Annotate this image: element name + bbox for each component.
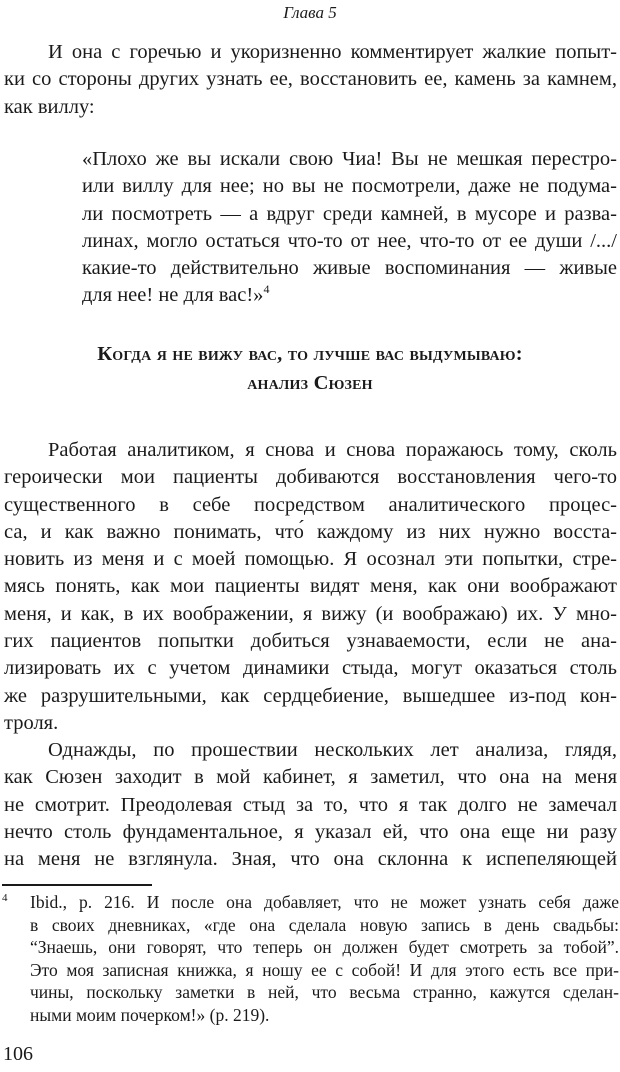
text-line: са, и как важно понимать, что́ каждому из них нужно восста- xyxy=(4,520,617,543)
footnote-body xyxy=(30,891,619,1026)
text-line: троля. xyxy=(4,711,59,734)
text-line: существенного в себе посредством аналитического процес- xyxy=(4,493,617,516)
section-heading-line-1: Когда я не вижу вас, то лучше вас выдумываю: xyxy=(97,343,523,365)
text-line: новить из меня и с моей помощью. Я осознал эти попытки, стре- xyxy=(4,548,617,571)
text-line: Однажды, по прошествии нескольких лет анализа, глядя, xyxy=(48,739,617,761)
quote-line: какие-то действительно живые воспоминания — живые xyxy=(82,257,617,280)
quote-text: для нее! не для вас!» xyxy=(82,284,264,307)
text-line: И она с горечью и укоризненно комментирует жалкие попыт- xyxy=(48,41,617,63)
text-line: героически мои пациенты добиваются восстановления чего-то xyxy=(4,466,617,489)
footnote-line: Ibid., p. 216. И после она добавляет, что не может узнать себя даже xyxy=(30,892,619,912)
section-heading xyxy=(0,340,620,398)
footnote-number: 4 xyxy=(2,892,8,904)
text-line: Работая аналитиком, я снова и снова поражаюсь тому, сколь xyxy=(48,439,617,461)
paragraph-susan xyxy=(4,737,617,873)
text-line: гих пациентов попытки добиться узнаваемости, если не ана- xyxy=(4,630,617,653)
quote-line: ли посмотреть — а вдруг среди камней, в мусоре и разва- xyxy=(82,202,617,225)
quote-line: линах, могло остаться что-то от нее, что-то от ее души /.../ xyxy=(82,229,617,252)
quote-line: или виллу для нее; но вы не посмотрели, даже не подума- xyxy=(82,175,617,198)
paragraph-intro xyxy=(4,39,617,121)
quote-line: «Плохо же вы искали свою Чиа! Вы не мешкая перестро- xyxy=(82,148,617,170)
text-line: меня, и как, в их воображении, я вижу (и воображаю) их. У мно- xyxy=(4,602,617,625)
footnote-line: “Знаешь, они говорят, что теперь он должен будет смотреть за тобой”. xyxy=(30,937,619,957)
section-heading-line-2: анализ Сюзен xyxy=(247,372,373,394)
text-line: мясь понять, как мои пациенты видят меня, как они воображают xyxy=(4,575,617,598)
footnote-line: ными моим почерком!» (p. 219). xyxy=(30,1004,270,1025)
footnote-divider xyxy=(2,884,152,886)
page-number: 106 xyxy=(3,1043,33,1065)
text-line: как Сюзен заходит в мой кабинет, я заметил, что она на меня xyxy=(4,766,617,789)
text-line: ки со стороны других узнать ее, восстановить ее, камень за камнем, xyxy=(4,68,617,91)
footnote-reference[interactable]: 4 xyxy=(263,282,270,297)
quote-line-last xyxy=(82,282,617,309)
text-line: нечто столь фундаментальное, я указал ей, что она еще ни разу xyxy=(4,820,617,843)
block-quote xyxy=(82,146,617,310)
text-line: на меня не взглянула. Зная, что она склонна к испепеляющей xyxy=(4,848,617,871)
footnote-line: в своих дневниках, «где она сделала новую запись в день свадьбы: xyxy=(30,914,619,935)
footnote-line: Это моя записная книжка, я ношу ее с собой! И для этого есть все при- xyxy=(30,959,619,980)
footnote-line: чины, поскольку заметки в ней, что весьма странно, кажутся сделан- xyxy=(30,982,619,1002)
paragraph-analyst xyxy=(4,437,617,737)
running-head: Глава 5 xyxy=(283,3,337,22)
text-line: не смотрит. Преодолевая стыд за то, что я так долго не замечал xyxy=(4,793,617,816)
text-line: же разрушительными, как сердцебиение, вышедшее из-под кон- xyxy=(4,684,617,707)
text-line: как виллу: xyxy=(4,95,95,118)
text-line: лизировать их с учетом динамики стыда, могут оказаться столь xyxy=(4,657,617,680)
